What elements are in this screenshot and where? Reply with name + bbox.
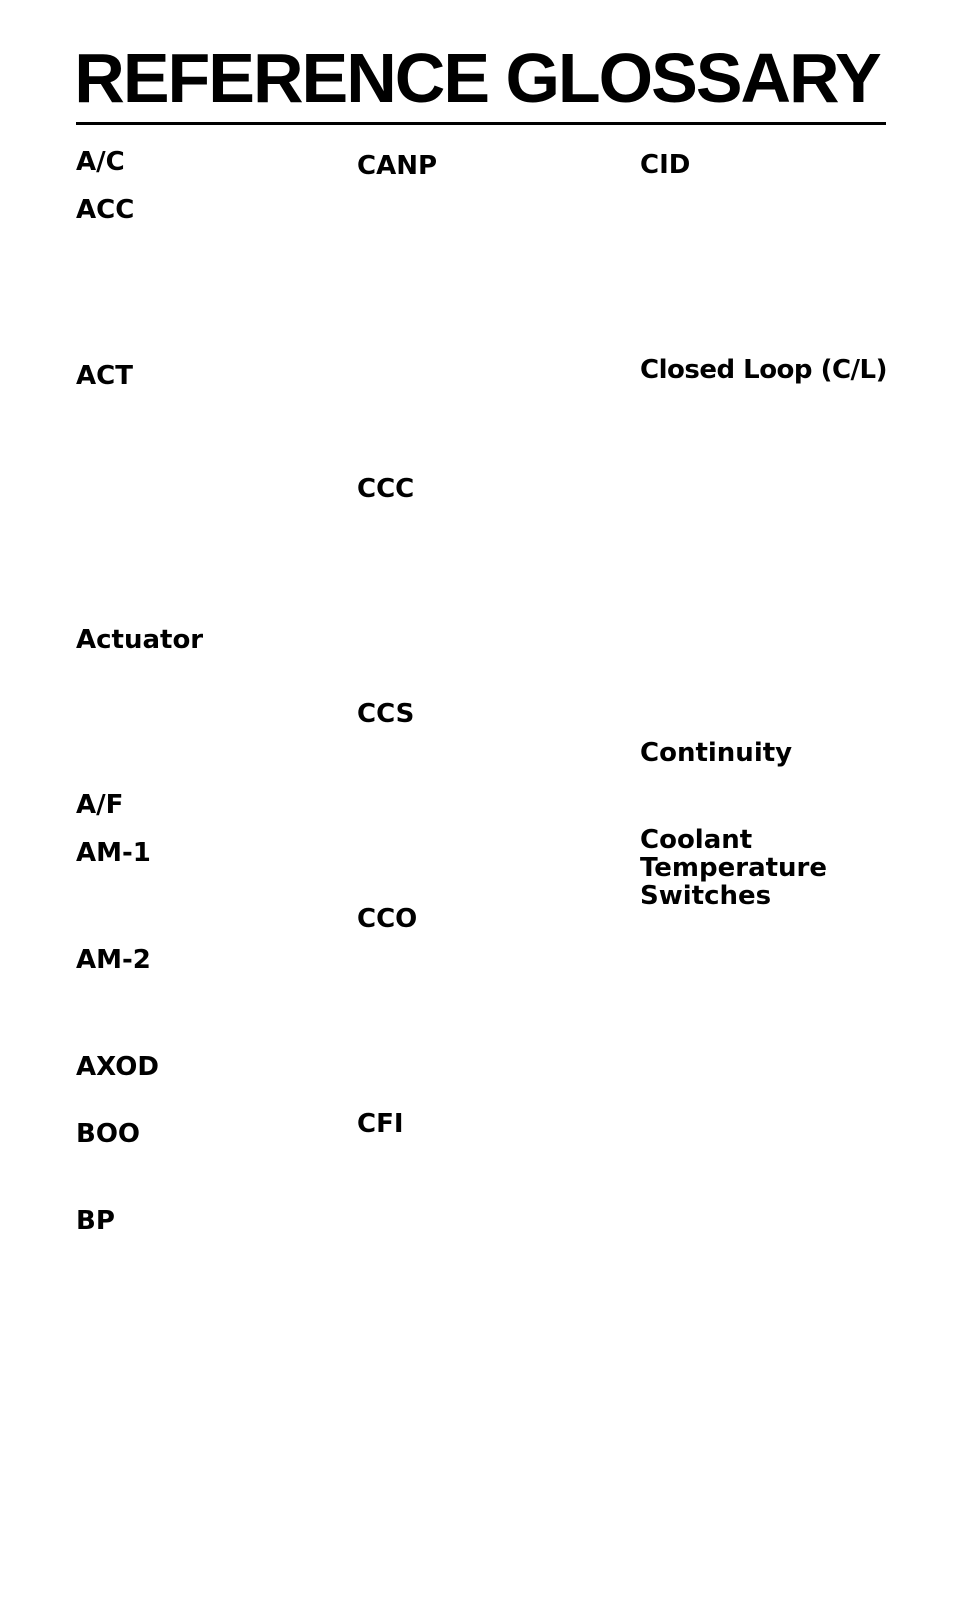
glossary-term: CCO — [357, 904, 418, 934]
glossary-term: ACC — [76, 195, 135, 225]
title-divider — [76, 122, 886, 125]
glossary-term: Temperature — [640, 853, 828, 883]
glossary-term: CCS — [357, 699, 415, 729]
glossary-term: CANP — [357, 151, 438, 181]
glossary-term: BP — [76, 1206, 115, 1236]
glossary-term: CID — [640, 150, 691, 180]
glossary-term: Coolant — [640, 825, 753, 855]
glossary-term: CFI — [357, 1109, 404, 1139]
page-title: REFERENCE GLOSSARY — [74, 39, 880, 117]
glossary-term: Closed Loop (C/L) — [640, 355, 887, 385]
glossary-term: ACT — [76, 361, 133, 391]
glossary-term: Switches — [640, 881, 772, 911]
glossary-term: A/C — [76, 147, 125, 177]
glossary-term: Actuator — [76, 625, 204, 655]
glossary-term: AM-2 — [76, 945, 151, 975]
glossary-term: CCC — [357, 474, 415, 504]
glossary-term: AXOD — [76, 1052, 159, 1082]
glossary-term: BOO — [76, 1119, 141, 1149]
glossary-term: AM-1 — [76, 838, 151, 868]
glossary-term: Continuity — [640, 738, 793, 768]
glossary-term: A/F — [76, 790, 124, 820]
